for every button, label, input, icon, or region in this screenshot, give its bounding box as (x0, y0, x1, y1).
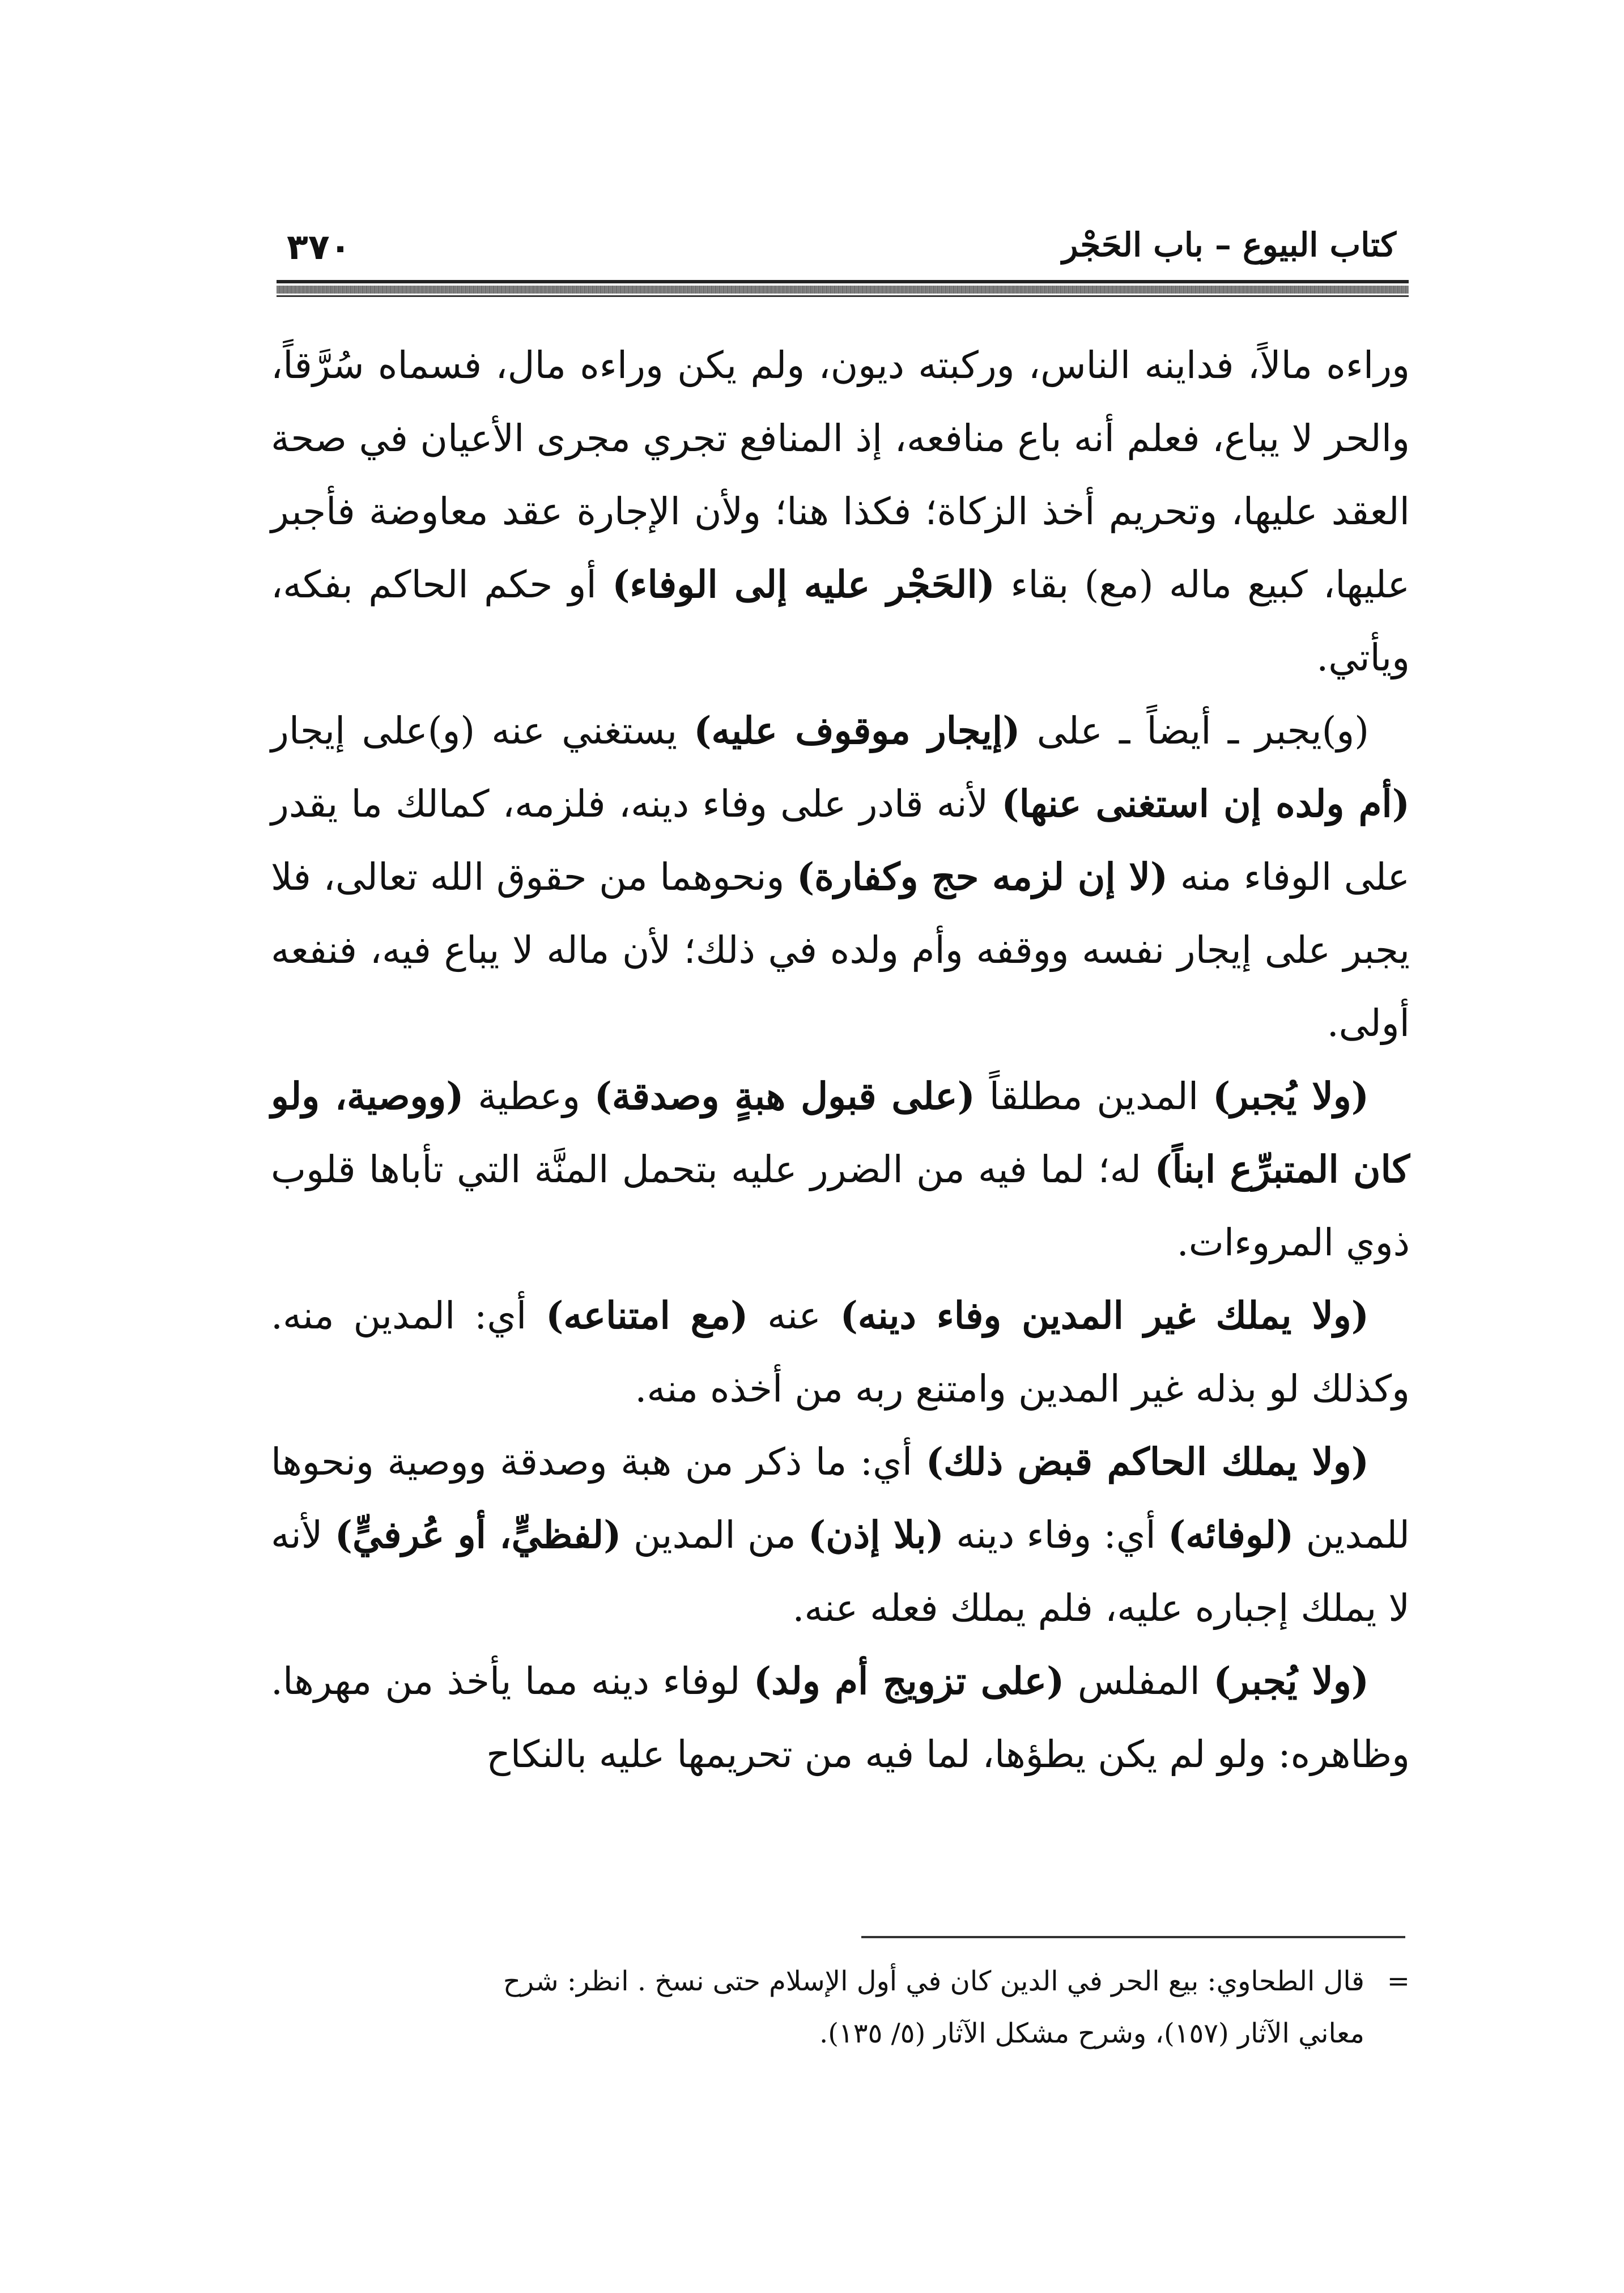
bold-text-run: (ولا يملك الحاكم قبض ذلك) (925, 1440, 1370, 1484)
footnote-marker: = (1387, 1965, 1410, 1997)
header-rule-pattern (277, 286, 1409, 294)
text-run: المفلس (1064, 1659, 1214, 1703)
footnote-line (271, 1955, 1410, 2007)
paragraph (271, 329, 1410, 694)
text-run: من المدين (621, 1513, 809, 1557)
footnote-line (271, 2007, 1410, 2060)
text-run: أو حكم الحاكم بفكه، ويأتي. (271, 563, 1410, 680)
bold-text-run: (الحَجْر عليه إلى الوفاء) (612, 562, 996, 606)
header-rule (277, 280, 1409, 283)
paragraph (271, 1645, 1410, 1791)
text-run: لأنه قادر على وفاء دينه، فلزمه، كمالك ما يقدر على الوفاء منه (271, 782, 1410, 899)
text-run: ونحوهما من حقوق الله تعالى، فلا يجبر على إيجار نفسه ووقفه وأم ولده في ذلك؛ لأن ماله لا يباع فيه، فنفعه أولى. (271, 855, 1410, 1045)
bold-text-run: (بلا إذن) (808, 1513, 944, 1557)
paragraph (271, 1279, 1410, 1425)
text-run: لوفاء دينه مما يأخذ من مهرها. وظاهره: ولو لم يكن يطؤها، لما فيه من تحريمها عليه بالنكاح (271, 1659, 1410, 1776)
text-run: أي: ما ذكر من هبة وصدقة ووصية ونحوها للمدين (271, 1440, 1410, 1557)
bold-text-run: (على تزويج أم ولد) (753, 1659, 1065, 1703)
footnote-text: قال الطحاوي: بيع الحر في الدين كان في أول الإسلام حتى نسخ . انظر: شرح (503, 1965, 1364, 1997)
paragraph (271, 694, 1410, 1060)
bold-text-run: (على قبول هبةٍ وصدقة) (594, 1074, 975, 1118)
bold-text-run: (مع امتناعه) (546, 1293, 749, 1337)
footnote (271, 1955, 1410, 2060)
text-run: عنه (748, 1294, 840, 1337)
text-run: وعطية (464, 1075, 594, 1118)
paragraph (271, 1425, 1410, 1645)
body-text (271, 329, 1410, 1791)
footnote-text: معاني الآثار (١٥٧)، وشرح مشكل الآثار (٥/ ١٣٥). (819, 2018, 1364, 2049)
text-run: وراءه مالاً، فداينه الناس، وركبته ديون، ولم يكن وراءه مال، فسماه سُرَّقاً، والحر لا يباع، فعلم أنه باع منافعه، إذ المنافع تجري مجرى الأعيان في صحة العقد عليها، وتحريم أخذ الزكاة؛ فكذا هنا؛ ولأن الإجارة عقد معاوضة فأجبر عليها، كبيع ماله (271, 343, 1410, 606)
text-run: أي: وفاء دينه (943, 1513, 1168, 1557)
bold-text-run: (ولا يُجبر) (1213, 1659, 1369, 1703)
bold-text-run: (ولا يملك غير المدين وفاء دينه) (840, 1293, 1369, 1337)
bold-text-run: (لفظيٍّ، أو عُرفيٍّ) (334, 1513, 622, 1557)
text-run: المدين مطلقاً (975, 1075, 1213, 1118)
text-run: (مع) (1084, 563, 1154, 606)
paragraph (271, 1060, 1410, 1279)
running-title: كتاب البيوع – باب الحَجْر (1062, 226, 1396, 264)
bold-text-run: (لوفائه) (1168, 1513, 1294, 1557)
text-run: أي: المدين منه. وكذلك لو بذله غير المدين وامتنع ربه من أخذه منه. (271, 1294, 1410, 1411)
text-run: بقاء (995, 563, 1085, 606)
page-header (277, 214, 1409, 277)
bold-text-run: (ولا يُجبر) (1212, 1074, 1370, 1118)
text-run: لأنه لا يملك إجباره عليه، فلم يملك فعله عنه. (271, 1513, 1410, 1630)
header-rule-bottom (277, 295, 1409, 297)
bold-text-run: (أم ولده إن استغنى عنها) (1001, 782, 1410, 826)
bold-text-run: (إيجار موقوف عليه) (694, 708, 1021, 753)
bold-text-run: (لا إن لزمه حج وكفارة) (796, 855, 1168, 899)
bold-text-run: (ووصية، ولو كان المتبرِّع ابناً) (271, 1074, 1410, 1191)
text-run: يستغني عنه (و)على إيجار (271, 709, 694, 753)
footnote-separator (861, 1936, 1405, 1938)
text-run: (و)يجبر ـ أيضاً ـ على (1020, 709, 1369, 753)
text-run: له؛ لما فيه من الضرر عليه بتحمل المنَّة التي تأباها قلوب ذوي المروءات. (271, 1148, 1410, 1264)
page-number: ٣٧٠ (287, 226, 351, 267)
